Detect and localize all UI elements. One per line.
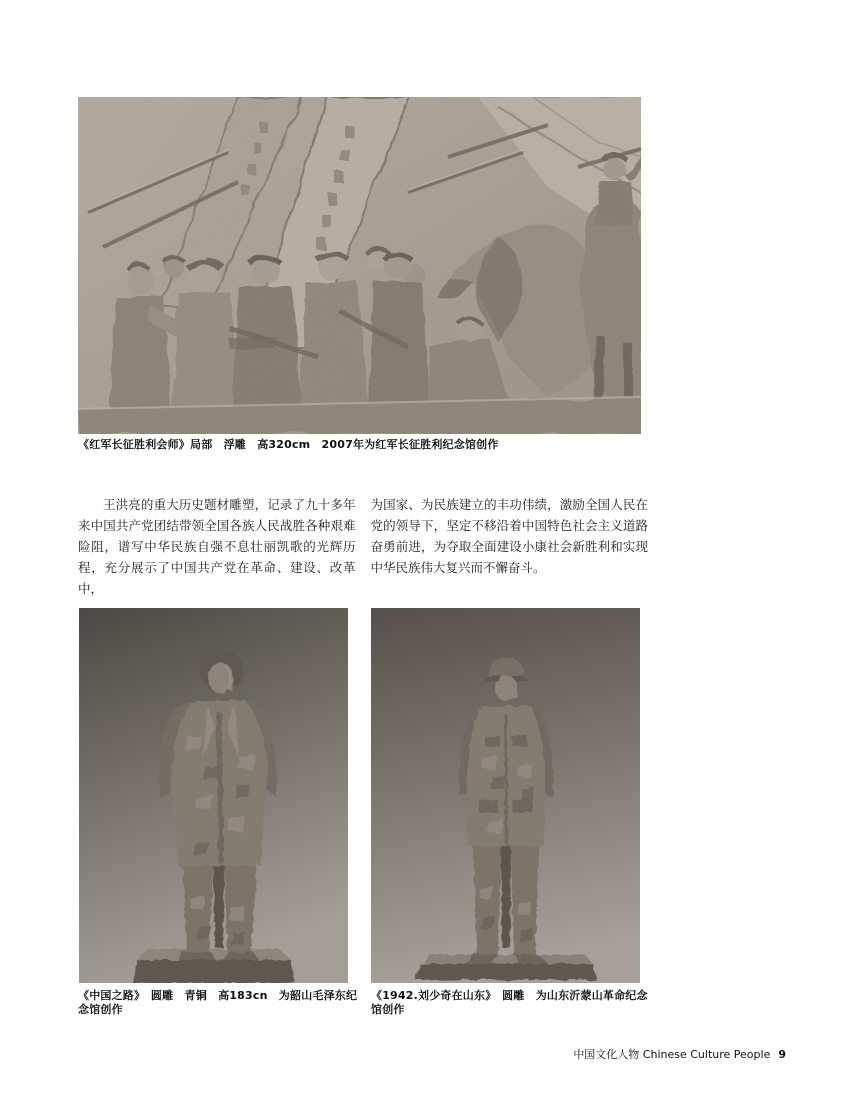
article-column-1: 王洪亮的重大历史题材雕塑，记录了九十多年来中国共产党团结带领全国各族人民战胜各种艰难险阻，谱写中华民族自强不息壮丽凯歌的光辉历程，充分展示了中国共产党在革命、建设、改革中， (78, 497, 356, 596)
relief-photo (78, 97, 641, 434)
page-number: 9 (778, 1048, 786, 1061)
statue-caption-left: 《中国之路》 圆雕 青铜 高183cn 为韶山毛泽东纪念馆创作 (78, 989, 358, 1016)
statue-left-illustration (79, 608, 348, 983)
statue-caption-right: 《1942.刘少奇在山东》 圆雕 为山东沂蒙山革命纪念馆创作 (371, 989, 648, 1016)
relief-caption: 《红军长征胜利会师》局部 浮雕 高320cm 2007年为红军长征胜利纪念馆创作 (78, 438, 499, 451)
statue-right-illustration (371, 608, 640, 983)
journal-title: 中国文化人物 Chinese Culture People (573, 1048, 771, 1061)
statue-photo-left (79, 608, 348, 983)
article-column-2: 为国家、为民族建立的丰功伟绩，激励全国人民在党的领导下，坚定不移沿着中国特色社会主义道路奋勇前进，为夺取全面建设小康社会新胜利和实现中华民族伟大复兴而不懈奋斗。 (370, 497, 648, 575)
statue-photo-right (371, 608, 640, 983)
article-body (78, 494, 648, 599)
relief-sculpture-illustration (78, 97, 641, 434)
page-footer (573, 1046, 786, 1062)
